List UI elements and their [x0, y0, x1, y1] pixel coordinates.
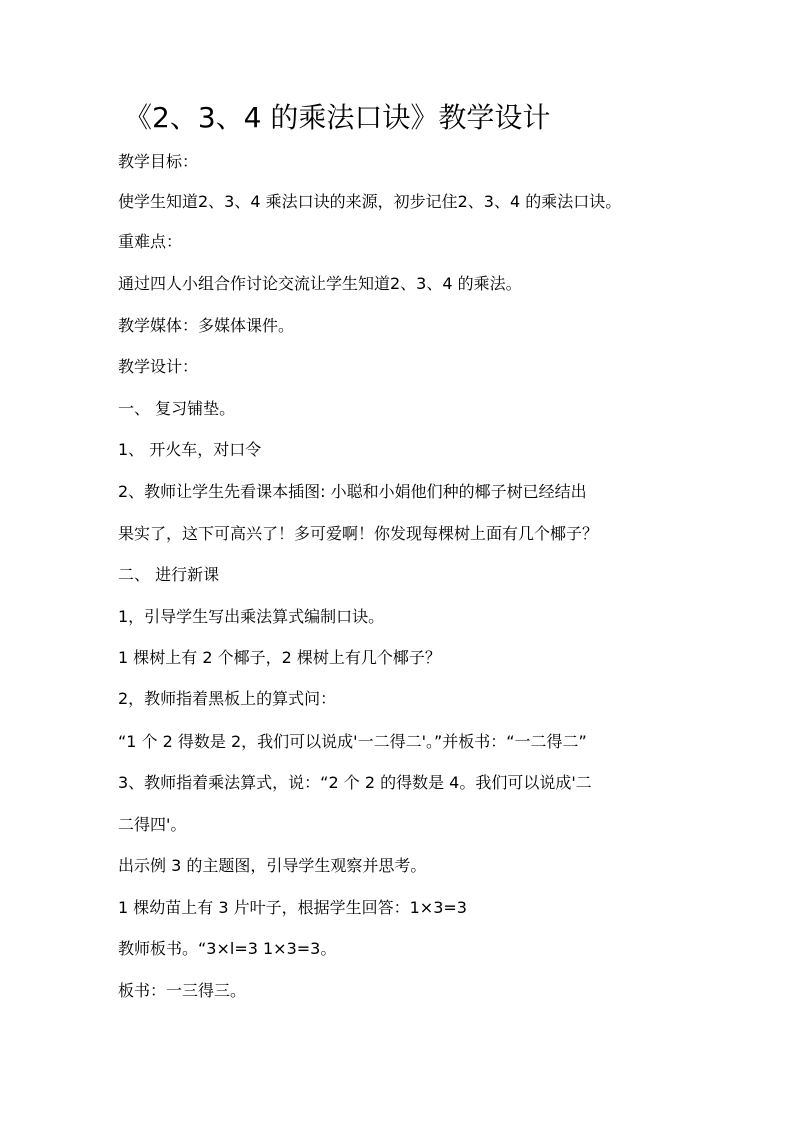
- paragraph-teaching-design-heading: 教学设计：: [118, 357, 199, 376]
- paragraph-coconut-question: 1 棵树上有 2 个椰子，2 棵树上有几个椰子？: [118, 648, 441, 667]
- list-item-review-1: 1、 开火车，对口令: [118, 440, 262, 459]
- paragraph-key-points-heading: 重难点：: [118, 232, 183, 251]
- paragraph-teaching-goal-heading: 教学目标：: [118, 152, 199, 171]
- paragraph-one-two-quote: “1 个 2 得数是 2，我们可以说成'一二得二'。”并板书：“一二得二”: [118, 732, 587, 751]
- list-item-review-2-continued: 果实了，这下可高兴了！多可爱啊！你发现每棵树上面有几个椰子？: [118, 524, 599, 543]
- document-title: 《2、3、4 的乘法口诀》教学设计: [124, 101, 551, 134]
- section-heading-new-lesson: 二、 进行新课: [118, 565, 220, 584]
- list-item-new-lesson-3: 3、教师指着乘法算式，说：“2 个 2 的得数是 4。我们可以说成'二: [118, 773, 592, 792]
- paragraph-teacher-board-writing: 教师板书。“3×l=3 1×3=3。: [118, 939, 337, 958]
- paragraph-seedling-leaves: 1 棵幼苗上有 3 片叶子，根据学生回答：1×3=3: [118, 898, 467, 917]
- paragraph-example-3: 出示例 3 的主题图，引导学生观察并思考。: [118, 856, 427, 875]
- list-item-new-lesson-2: 2，教师指着黑板上的算式问：: [118, 689, 337, 708]
- paragraph-teaching-media: 教学媒体：多媒体课件。: [118, 316, 295, 335]
- paragraph-key-points: 通过四人小组合作讨论交流让学生知道2、3、4 的乘法。: [118, 274, 522, 293]
- paragraph-teaching-goal: 使学生知道2、3、4 乘法口诀的来源，初步记住2、3、4 的乘法口诀。: [118, 192, 622, 211]
- section-heading-review: 一、 复习铺垫。: [118, 399, 236, 418]
- list-item-review-2: 2、教师让学生先看课本插图: 小聪和小娟他们种的椰子树已经结出: [118, 482, 587, 501]
- list-item-new-lesson-3-continued: 二得四'。: [118, 815, 187, 834]
- paragraph-board-writing: 板书：一三得三。: [118, 981, 247, 1000]
- list-item-new-lesson-1: 1，引导学生写出乘法算式编制口诀。: [118, 607, 385, 626]
